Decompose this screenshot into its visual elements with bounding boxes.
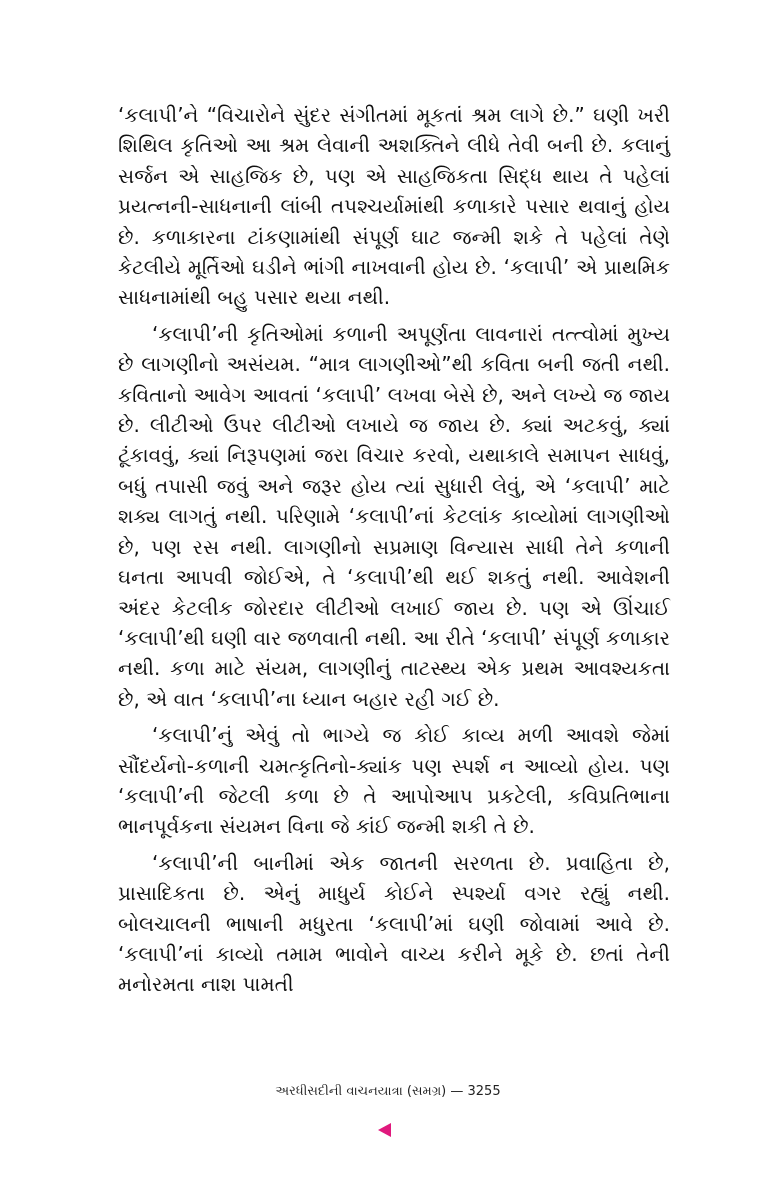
paragraph-3: ‘કલાપી’નું એવું તો ભાગ્યે જ કોઈ કાવ્ય મળી આવશે જેમાં સૌંદર્યનો-કળાની ચમત્કૃતિનો-ક્યાંક પણ સ્પર્શ ન આવ્યો હોય. પણ ‘કલાપી’ની જેટલી કળા છે તે આપોઆપ પ્રકટેલી, કવિપ્રતિભાના ભાનપૂર્વકના સંયમન વિના જે કાંઈ જન્મી શકી તે છે. [118,723,670,839]
page-footer: અરધીસદીની વાચનયાત્રા (સમગ્ર) — 3255 [275,1084,501,1099]
paragraph-1: ‘કલાપી’ને “વિચારોને સુંદર સંગીતમાં મૂકતાં શ્રમ લાગે છે.” ઘણી ખરી શિથિલ કૃતિઓ આ શ્રમ લેવાની અશક્તિને લીધે તેવી બની છે. કલાનું સર્જન એ સાહજિક છે, પણ એ સાહજિકતા સિદ્ધ થાય તે પહેલાં પ્રયત્નની-સાધનાની લાંબી તપશ્ચર્યામાંથી કળાકારે પસાર થવાનું હોય છે. કળાકારના ટાંકણામાંથી સંપૂર્ણ ઘાટ જન્મી શકે તે પહેલાં તેણે કેટલીયે મૂર્તિઓ ઘડીને ભાંગી નાખવાની હોય છે. ‘કલાપી’ એ પ્રાથમિક સાધનામાંથી બહુ પસાર થયા નથી. [118,103,670,310]
paragraph-4: ‘કલાપી’ની બાનીમાં એક જાતની સરળતા છે. પ્રવાહિતા છે, પ્રાસાદિકતા છે. એનું માધુર્ય કોઈને સ્પર્શ્યા વગર રહ્યું નથી. બોલચાલની ભાષાની મધુરતા ‘કલાપી’માં ઘણી જોવામાં આવે છે. ‘કલાપી’નાં કાવ્યો તમામ ભાવોને વાચ્ય કરીને મૂકે છે. છતાં તેની મનોરમતા નાશ પામતી [118,850,670,997]
previous-page-icon[interactable] [378,1123,391,1137]
body-text [118,100,670,1006]
paragraph-2: ‘કલાપી’ની કૃતિઓમાં કળાની અપૂર્ણતા લાવનારાં તત્ત્વોમાં મુખ્ય છે લાગણીનો અસંયમ. “માત્ર લાગણીઓ”થી કવિતા બની જતી નથી. કવિતાનો આવેગ આવતાં ‘કલાપી’ લખવા બેસે છે, અને લખ્યે જ જાય છે. લીટીઓ ઉપર લીટીઓ લખાયે જ જાય છે. ક્યાં અટકવું, ક્યાં ટૂંકાવવું, ક્યાં નિરૂપણમાં જરા વિચાર કરવો, યથાકાલે સમાપન સાધવું, બધું તપાસી જવું અને જરૂર હોય ત્યાં સુધારી લેવું, એ ‘કલાપી’ માટે શક્ય લાગતું નથી. પરિણામે ‘કલાપી’નાં કેટલાંક કાવ્યોમાં લાગણીઓ છે, પણ રસ નથી. લાગણીનો સપ્રમાણ વિન્યાસ સાધી તેને કળાની ઘનતા આપવી જોઈએ, તે ‘કલાપી’થી થઈ શકતું નથી. આવેશની અંદર કેટલીક જોરદાર લીટીઓ લખાઈ જાય છે. પણ એ ઊંચાઈ ‘કલાપી’થી ઘણી વાર જળવાતી નથી. આ રીતે ‘કલાપી’ સંપૂર્ણ કળાકાર નથી. કળા માટે સંયમ, લાગણીનું તાટસ્થ્ય એક પ્રથમ આવશ્યકતા છે, એ વાત ‘કલાપી’ના ધ્યાન બહાર રહી ગઈ છે. [118,321,670,711]
